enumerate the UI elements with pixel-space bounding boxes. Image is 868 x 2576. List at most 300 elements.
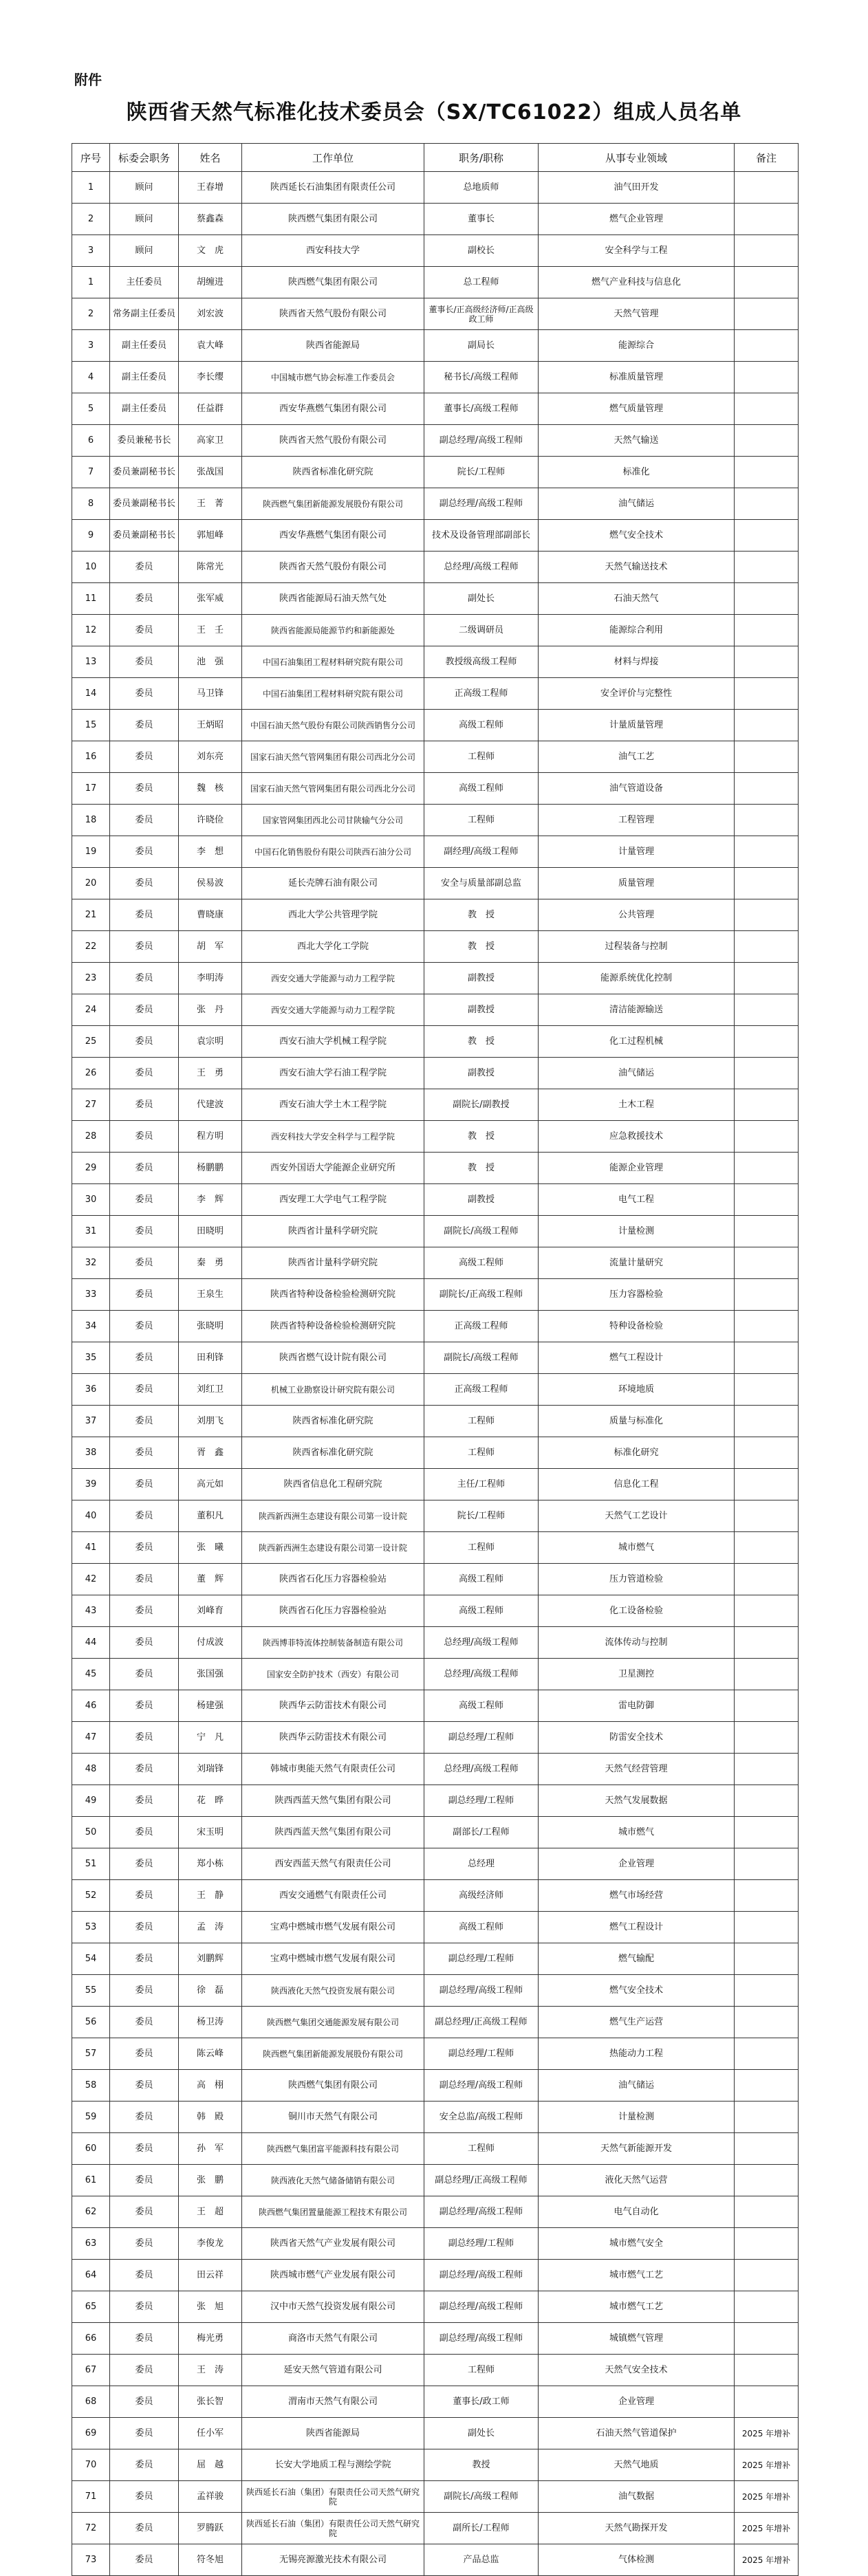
cell-committee-role: 委员兼副秘书长: [110, 488, 179, 520]
cell-remarks: [735, 1975, 799, 2007]
cell-position: 副教授: [424, 963, 539, 994]
table-row: [72, 1026, 799, 1058]
cell-remarks: 2025 年增补: [735, 2418, 799, 2449]
cell-committee-role: 委员: [110, 2323, 179, 2355]
cell-index: 38: [72, 1437, 110, 1469]
cell-committee-role: 委员: [110, 1595, 179, 1627]
cell-employer: 陕西省特种设备检验检测研究院: [242, 1311, 424, 1342]
cell-employer: 陕西华云防雷技术有限公司: [242, 1722, 424, 1754]
cell-name: 张国强: [179, 1659, 242, 1690]
table-row: [72, 520, 799, 552]
cell-committee-role: 委员: [110, 773, 179, 805]
attachment-label: 附件: [74, 72, 102, 88]
cell-index: 2: [72, 204, 110, 235]
cell-position: 教 授: [424, 1153, 539, 1184]
cell-index: 3: [72, 330, 110, 362]
cell-remarks: [735, 1722, 799, 1754]
cell-employer: 陕西省能源局能源节约和新能源处: [242, 615, 424, 646]
cell-name: 李俊龙: [179, 2228, 242, 2260]
cell-remarks: [735, 330, 799, 362]
cell-position: 副所长/工程师: [424, 2513, 539, 2544]
cell-committee-role: 委员: [110, 1848, 179, 1880]
cell-committee-role: 委员: [110, 1058, 179, 1089]
cell-position: 副总经理/工程师: [424, 2228, 539, 2260]
cell-remarks: [735, 552, 799, 583]
cell-committee-role: 委员: [110, 1500, 179, 1532]
table-row: [72, 1184, 799, 1216]
table-row: [72, 583, 799, 615]
cell-employer: 陕西燃气集团有限公司: [242, 267, 424, 298]
cell-field: 化工设备检验: [539, 1595, 735, 1627]
cell-remarks: [735, 931, 799, 963]
cell-name: 张 丹: [179, 994, 242, 1026]
cell-remarks: [735, 235, 799, 267]
cell-employer: 西安科技大学: [242, 235, 424, 267]
table-row: [72, 773, 799, 805]
cell-employer: 陕西燃气集团有限公司: [242, 2070, 424, 2102]
cell-index: 61: [72, 2165, 110, 2196]
cell-field: 城市燃气工艺: [539, 2291, 735, 2323]
cell-employer: 国家管网集团西北公司甘陕输气分公司: [242, 805, 424, 836]
cell-employer: 陕西省天然气股份有限公司: [242, 552, 424, 583]
header-remarks: 备注: [735, 144, 799, 172]
table-row: [72, 2418, 799, 2449]
table-row: [72, 1785, 799, 1817]
cell-name: 高 栩: [179, 2070, 242, 2102]
cell-committee-role: 顾问: [110, 204, 179, 235]
cell-committee-role: 委员: [110, 1153, 179, 1184]
cell-remarks: 2025 年增补: [735, 2449, 799, 2481]
cell-field: 能源企业管理: [539, 1153, 735, 1184]
cell-committee-role: 委员: [110, 615, 179, 646]
cell-remarks: [735, 2228, 799, 2260]
cell-name: 胡缠进: [179, 267, 242, 298]
cell-employer: 陕西燃气集团新能源发展股份有限公司: [242, 488, 424, 520]
cell-position: 工程师: [424, 2133, 539, 2165]
cell-index: 54: [72, 1943, 110, 1975]
cell-position: 副总经理/工程师: [424, 1785, 539, 1817]
cell-employer: 西北大学化工学院: [242, 931, 424, 963]
cell-name: 刘宏波: [179, 298, 242, 330]
cell-field: 质量与标准化: [539, 1406, 735, 1437]
cell-committee-role: 委员: [110, 1880, 179, 1912]
cell-field: 燃气企业管理: [539, 204, 735, 235]
cell-index: 45: [72, 1659, 110, 1690]
cell-field: 清洁能源输送: [539, 994, 735, 1026]
table-row: [72, 1690, 799, 1722]
cell-field: 安全评价与完整性: [539, 678, 735, 710]
cell-position: 教 授: [424, 931, 539, 963]
cell-index: 4: [72, 362, 110, 393]
cell-index: 73: [72, 2544, 110, 2576]
cell-name: 刘峰育: [179, 1595, 242, 1627]
document-title: 陕西省天然气标准化技术委员会（SX/TC61022）组成人员名单: [126, 100, 742, 124]
cell-position: 副教授: [424, 1058, 539, 1089]
cell-index: 46: [72, 1690, 110, 1722]
cell-field: 油气田开发: [539, 172, 735, 204]
cell-field: 压力容器检验: [539, 1279, 735, 1311]
cell-employer: 西安石油大学机械工程学院: [242, 1026, 424, 1058]
cell-index: 62: [72, 2196, 110, 2228]
cell-employer: 陕西省标准化研究院: [242, 1406, 424, 1437]
cell-employer: 陕西延长石油（集团）有限责任公司天然气研究院: [242, 2481, 424, 2513]
cell-employer: 陕西燃气集团置量能源工程技术有限公司: [242, 2196, 424, 2228]
cell-remarks: [735, 2070, 799, 2102]
cell-name: 宁 凡: [179, 1722, 242, 1754]
cell-field: 城市燃气: [539, 1817, 735, 1848]
cell-remarks: [735, 2038, 799, 2070]
cell-name: 田利锋: [179, 1342, 242, 1374]
table-row: [72, 805, 799, 836]
cell-remarks: [735, 963, 799, 994]
cell-field: 油气数据: [539, 2481, 735, 2513]
cell-committee-role: 委员: [110, 1026, 179, 1058]
cell-employer: 陕西燃气集团有限公司: [242, 204, 424, 235]
cell-committee-role: 委员: [110, 2355, 179, 2386]
cell-field: 燃气市场经营: [539, 1880, 735, 1912]
table-row: [72, 1817, 799, 1848]
cell-field: 城市燃气工艺: [539, 2260, 735, 2291]
cell-committee-role: 委员: [110, 2165, 179, 2196]
table-row: [72, 1564, 799, 1595]
cell-remarks: [735, 1943, 799, 1975]
cell-index: 16: [72, 741, 110, 773]
cell-position: 副院长/高级工程师: [424, 1342, 539, 1374]
cell-position: 教 授: [424, 899, 539, 931]
cell-committee-role: 委员: [110, 2291, 179, 2323]
table-row: [72, 2544, 799, 2576]
cell-position: 董事长/高级工程师: [424, 393, 539, 425]
cell-position: 正高级工程师: [424, 1374, 539, 1406]
cell-field: 液化天然气运营: [539, 2165, 735, 2196]
cell-remarks: [735, 1247, 799, 1279]
table-row: [72, 1975, 799, 2007]
cell-index: 41: [72, 1532, 110, 1564]
cell-remarks: [735, 710, 799, 741]
cell-field: 天然气工艺设计: [539, 1500, 735, 1532]
cell-name: 田晓明: [179, 1216, 242, 1247]
cell-name: 徐 磊: [179, 1975, 242, 2007]
cell-index: 67: [72, 2355, 110, 2386]
cell-committee-role: 委员: [110, 1564, 179, 1595]
cell-index: 15: [72, 710, 110, 741]
table-row: [72, 2133, 799, 2165]
table-row: [72, 362, 799, 393]
table-row: [72, 1247, 799, 1279]
table-row: [72, 172, 799, 204]
cell-name: 马卫锋: [179, 678, 242, 710]
table-row: [72, 1754, 799, 1785]
cell-position: 高级工程师: [424, 1912, 539, 1943]
cell-position: 副总经理/高级工程师: [424, 2196, 539, 2228]
cell-remarks: [735, 488, 799, 520]
cell-employer: 延长壳牌石油有限公司: [242, 868, 424, 899]
cell-position: 院长/工程师: [424, 1500, 539, 1532]
cell-employer: 陕西液化天然气储备储销有限公司: [242, 2165, 424, 2196]
cell-remarks: [735, 1216, 799, 1247]
cell-committee-role: 委员: [110, 2070, 179, 2102]
cell-position: 高级工程师: [424, 1564, 539, 1595]
cell-field: 热能动力工程: [539, 2038, 735, 2070]
cell-position: 高级工程师: [424, 773, 539, 805]
table-row: [72, 1943, 799, 1975]
cell-index: 39: [72, 1469, 110, 1500]
cell-field: 土木工程: [539, 1089, 735, 1121]
cell-remarks: [735, 457, 799, 488]
cell-committee-role: 委员: [110, 2544, 179, 2576]
cell-field: 天然气地质: [539, 2449, 735, 2481]
table-row: [72, 2007, 799, 2038]
cell-field: 气体检测: [539, 2544, 735, 2576]
table-row: [72, 1880, 799, 1912]
table-row: [72, 1912, 799, 1943]
cell-field: 天然气输送技术: [539, 552, 735, 583]
cell-remarks: [735, 2102, 799, 2133]
table-row: [72, 552, 799, 583]
cell-committee-role: 委员: [110, 1247, 179, 1279]
cell-remarks: [735, 2323, 799, 2355]
table-body: [72, 172, 799, 2576]
cell-employer: 西安交通大学能源与动力工程学院: [242, 963, 424, 994]
cell-name: 陈云峰: [179, 2038, 242, 2070]
table-row: [72, 298, 799, 330]
cell-name: 张长智: [179, 2386, 242, 2418]
cell-name: 胥 鑫: [179, 1437, 242, 1469]
cell-name: 程方明: [179, 1121, 242, 1153]
cell-position: 秘书长/高级工程师: [424, 362, 539, 393]
cell-committee-role: 委员: [110, 1943, 179, 1975]
table-row: [72, 1500, 799, 1532]
cell-employer: 陕西新西洲生态建设有限公司第一设计院: [242, 1532, 424, 1564]
cell-position: 教授级高级工程师: [424, 646, 539, 678]
cell-index: 71: [72, 2481, 110, 2513]
cell-index: 19: [72, 836, 110, 868]
cell-index: 32: [72, 1247, 110, 1279]
cell-committee-role: 委员: [110, 2196, 179, 2228]
cell-committee-role: 委员: [110, 1659, 179, 1690]
cell-name: 郭旭峰: [179, 520, 242, 552]
cell-name: 屈 越: [179, 2449, 242, 2481]
cell-field: 天然气安全技术: [539, 2355, 735, 2386]
cell-index: 17: [72, 773, 110, 805]
cell-employer: 西安理工大学电气工程学院: [242, 1184, 424, 1216]
cell-index: 28: [72, 1121, 110, 1153]
header-committee-role: 标委会职务: [110, 144, 179, 172]
cell-name: 王炳昭: [179, 710, 242, 741]
cell-remarks: [735, 362, 799, 393]
cell-remarks: [735, 1500, 799, 1532]
cell-committee-role: 委员: [110, 2102, 179, 2133]
cell-position: 副院长/副教授: [424, 1089, 539, 1121]
cell-remarks: 2025 年增补: [735, 2513, 799, 2544]
cell-position: 副教授: [424, 1184, 539, 1216]
cell-committee-role: 委员兼副秘书长: [110, 457, 179, 488]
cell-employer: 陕西西蓝天然气集团有限公司: [242, 1817, 424, 1848]
table-row: [72, 741, 799, 773]
table-row: [72, 2291, 799, 2323]
cell-committee-role: 委员: [110, 710, 179, 741]
cell-field: 天然气新能源开发: [539, 2133, 735, 2165]
cell-employer: 中国石油天然气股份有限公司陕西销售分公司: [242, 710, 424, 741]
cell-employer: 陕西省天然气股份有限公司: [242, 425, 424, 457]
cell-employer: 陕西省天然气股份有限公司: [242, 298, 424, 330]
table-row: [72, 2038, 799, 2070]
cell-remarks: [735, 298, 799, 330]
cell-remarks: [735, 2355, 799, 2386]
cell-field: 标准化: [539, 457, 735, 488]
cell-field: 材料与焊接: [539, 646, 735, 678]
cell-index: 20: [72, 868, 110, 899]
table-row: [72, 425, 799, 457]
cell-position: 产品总监: [424, 2544, 539, 2576]
cell-employer: 陕西城市燃气产业发展有限公司: [242, 2260, 424, 2291]
cell-remarks: [735, 1153, 799, 1184]
cell-committee-role: 委员: [110, 646, 179, 678]
cell-employer: 中国石油集团工程材料研究院有限公司: [242, 678, 424, 710]
cell-position: 副总经理/正高级工程师: [424, 2007, 539, 2038]
cell-employer: 陕西省能源局: [242, 330, 424, 362]
cell-position: 工程师: [424, 1406, 539, 1437]
cell-employer: 宝鸡中燃城市燃气发展有限公司: [242, 1943, 424, 1975]
cell-committee-role: 委员: [110, 1754, 179, 1785]
table-row: [72, 1089, 799, 1121]
table-row: [72, 2102, 799, 2133]
cell-index: 52: [72, 1880, 110, 1912]
table-row: [72, 963, 799, 994]
cell-employer: 西安交通燃气有限责任公司: [242, 1880, 424, 1912]
cell-field: 燃气输配: [539, 1943, 735, 1975]
cell-index: 64: [72, 2260, 110, 2291]
cell-remarks: [735, 1564, 799, 1595]
cell-position: 高级工程师: [424, 1690, 539, 1722]
cell-remarks: [735, 1437, 799, 1469]
cell-employer: 国家安全防护技术（西安）有限公司: [242, 1659, 424, 1690]
cell-committee-role: 委员: [110, 678, 179, 710]
cell-position: 副处长: [424, 2418, 539, 2449]
cell-name: 罗腾跃: [179, 2513, 242, 2544]
table-row: [72, 488, 799, 520]
cell-position: 高级工程师: [424, 710, 539, 741]
cell-field: 公共管理: [539, 899, 735, 931]
cell-field: 企业管理: [539, 2386, 735, 2418]
cell-committee-role: 委员: [110, 1279, 179, 1311]
cell-position: 院长/工程师: [424, 457, 539, 488]
cell-index: 34: [72, 1311, 110, 1342]
cell-field: 天然气经营管理: [539, 1754, 735, 1785]
cell-field: 城市燃气: [539, 1532, 735, 1564]
cell-employer: 汉中市天然气投资发展有限公司: [242, 2291, 424, 2323]
table-row: [72, 899, 799, 931]
cell-field: 油气工艺: [539, 741, 735, 773]
cell-position: 总工程师: [424, 267, 539, 298]
table-row: [72, 1374, 799, 1406]
cell-field: 能源系统优化控制: [539, 963, 735, 994]
cell-position: 副部长/工程师: [424, 1817, 539, 1848]
cell-remarks: [735, 1469, 799, 1500]
table-row: [72, 1153, 799, 1184]
table-row: [72, 2260, 799, 2291]
table-row: [72, 678, 799, 710]
cell-committee-role: 委员: [110, 2449, 179, 2481]
cell-position: 工程师: [424, 1532, 539, 1564]
cell-index: 53: [72, 1912, 110, 1943]
cell-index: 55: [72, 1975, 110, 2007]
cell-field: 油气储运: [539, 2070, 735, 2102]
table-row: [72, 1437, 799, 1469]
table-header-row: [72, 144, 799, 172]
cell-remarks: [735, 1279, 799, 1311]
cell-committee-role: 委员: [110, 1975, 179, 2007]
cell-index: 21: [72, 899, 110, 931]
cell-field: 燃气质量管理: [539, 393, 735, 425]
cell-employer: 韩城市奥能天然气有限责任公司: [242, 1754, 424, 1785]
table-row: [72, 235, 799, 267]
cell-committee-role: 委员: [110, 1342, 179, 1374]
cell-position: 高级工程师: [424, 1595, 539, 1627]
cell-field: 质量管理: [539, 868, 735, 899]
cell-name: 任小军: [179, 2418, 242, 2449]
cell-committee-role: 委员: [110, 583, 179, 615]
cell-index: 37: [72, 1406, 110, 1437]
cell-employer: 渭南市天然气有限公司: [242, 2386, 424, 2418]
cell-remarks: [735, 2291, 799, 2323]
cell-index: 36: [72, 1374, 110, 1406]
cell-committee-role: 委员: [110, 1184, 179, 1216]
cell-index: 63: [72, 2228, 110, 2260]
table-row: [72, 836, 799, 868]
cell-committee-role: 委员: [110, 836, 179, 868]
cell-committee-role: 委员: [110, 2007, 179, 2038]
cell-index: 35: [72, 1342, 110, 1374]
cell-name: 杨建强: [179, 1690, 242, 1722]
cell-index: 69: [72, 2418, 110, 2449]
cell-name: 郑小栋: [179, 1848, 242, 1880]
cell-position: 教 授: [424, 1121, 539, 1153]
cell-field: 天然气管理: [539, 298, 735, 330]
cell-employer: 西安石油大学土木工程学院: [242, 1089, 424, 1121]
cell-employer: 机械工业勘察设计研究院有限公司: [242, 1374, 424, 1406]
table-row: [72, 1722, 799, 1754]
cell-employer: 西北大学公共管理学院: [242, 899, 424, 931]
cell-position: 副院长/正高级工程师: [424, 1279, 539, 1311]
cell-employer: 国家石油天然气管网集团有限公司西北分公司: [242, 773, 424, 805]
cell-field: 能源综合利用: [539, 615, 735, 646]
cell-field: 石油天然气: [539, 583, 735, 615]
cell-position: 副总经理/工程师: [424, 2038, 539, 2070]
cell-index: 60: [72, 2133, 110, 2165]
cell-position: 副总经理/工程师: [424, 1943, 539, 1975]
cell-remarks: [735, 1817, 799, 1848]
table-row: [72, 931, 799, 963]
cell-index: 25: [72, 1026, 110, 1058]
cell-name: 王 静: [179, 1880, 242, 1912]
cell-position: 副总经理/高级工程师: [424, 2291, 539, 2323]
table-row: [72, 393, 799, 425]
cell-name: 文 虎: [179, 235, 242, 267]
cell-field: 环境地质: [539, 1374, 735, 1406]
cell-committee-role: 委员: [110, 552, 179, 583]
cell-remarks: [735, 1912, 799, 1943]
cell-name: 袁大峰: [179, 330, 242, 362]
cell-name: 张晓明: [179, 1311, 242, 1342]
table-row: [72, 1216, 799, 1247]
cell-position: 安全与质量部副总监: [424, 868, 539, 899]
cell-position: 副局长: [424, 330, 539, 362]
cell-remarks: [735, 2007, 799, 2038]
cell-committee-role: 委员: [110, 2038, 179, 2070]
cell-field: 燃气工程设计: [539, 1912, 735, 1943]
cell-position: 董事长/政工师: [424, 2386, 539, 2418]
